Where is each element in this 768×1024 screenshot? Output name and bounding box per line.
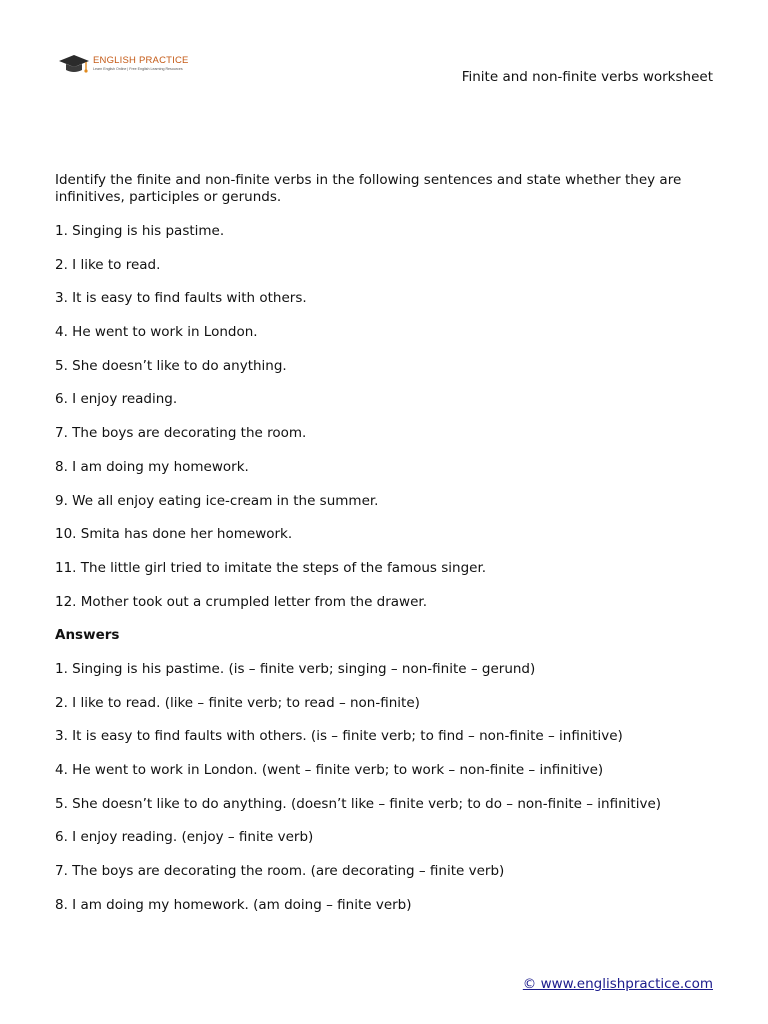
question-item: 10. Smita has done her homework. <box>55 526 293 543</box>
answer-list <box>55 661 725 931</box>
question-item: 8. I am doing my homework. <box>55 458 249 475</box>
question-list <box>55 223 725 627</box>
question-item: 5. She doesn’t like to do anything. <box>55 357 287 374</box>
question-item: 9. We all enjoy eating ice-cream in the summer. <box>55 492 379 509</box>
answer-item: 2. I like to read. (like – finite verb; to read – non-finite) <box>55 694 420 711</box>
answer-item: 7. The boys are decorating the room. (are decorating – finite verb) <box>55 863 505 880</box>
answer-item: 8. I am doing my homework. (am doing – finite verb) <box>55 896 412 913</box>
question-item: 12. Mother took out a crumpled letter from the drawer. <box>55 593 428 610</box>
answer-item: 3. It is easy to find faults with others. (is – finite verb; to find – non-finite – infinitive) <box>55 728 623 745</box>
question-item: 1. Singing is his pastime. <box>55 223 225 239</box>
question-item: 3. It is easy to find faults with others. <box>55 290 307 307</box>
question-item: 11. The little girl tried to imitate the steps of the famous singer. <box>55 559 487 576</box>
site-logo <box>57 52 189 76</box>
footer-website-link[interactable]: © www.englishpractice.com <box>522 976 713 992</box>
answer-item: 1. Singing is his pastime. (is – finite verb; singing – non-finite – gerund) <box>55 660 536 677</box>
logo-name: ENGLISH PRACTICE <box>93 55 189 67</box>
instructions: Identify the finite and non-finite verbs in the following sentences and state whether they are infinitives, participles or gerunds. <box>55 172 682 205</box>
page-header-title: Finite and non-finite verbs worksheet <box>461 69 713 85</box>
answer-item: 4. He went to work in London. (went – finite verb; to work – non-finite – infinitive) <box>55 762 604 778</box>
worksheet-body <box>55 172 725 930</box>
question-item: 7. The boys are decorating the room. <box>55 425 307 442</box>
question-item: 4. He went to work in London. <box>55 324 258 341</box>
answers-heading: Answers <box>55 627 120 644</box>
question-item: 2. I like to read. <box>55 256 161 273</box>
graduation-cap-icon <box>57 52 91 76</box>
logo-tagline: Learn English Online | Free English Learning Resources <box>93 66 183 71</box>
answer-item: 6. I enjoy reading. (enjoy – finite verb) <box>55 829 314 846</box>
question-item: 6. I enjoy reading. <box>55 391 178 408</box>
answer-item: 5. She doesn’t like to do anything. (doesn’t like – finite verb; to do – non-finite – infinitive) <box>55 795 662 812</box>
